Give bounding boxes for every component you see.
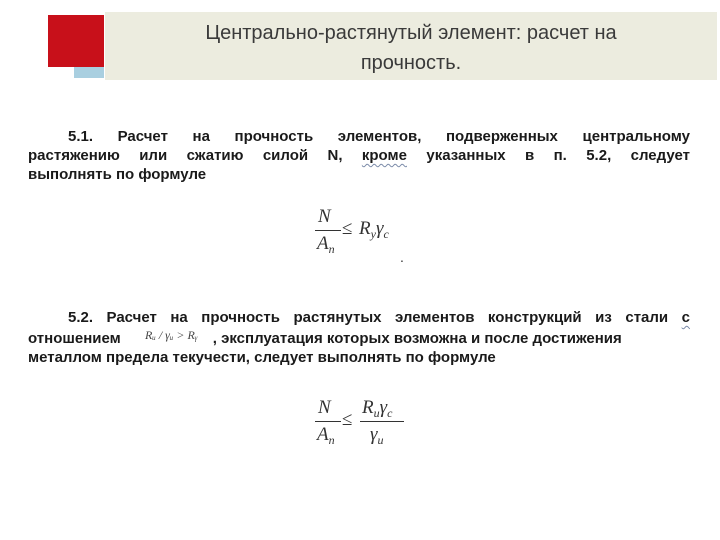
section-5-2-line-2-end: , эксплуатация которых возможна и после достижения xyxy=(212,330,622,347)
section-5-2-text xyxy=(28,308,690,367)
formula-5-1-period: . xyxy=(400,249,404,265)
section-5-1-spellcheck-word: кроме xyxy=(361,147,407,164)
slide-title-line-2: прочность. xyxy=(360,52,462,74)
slide-title-line-1: Центрально-растянутый элемент: расчет на xyxy=(205,22,617,44)
section-5-2-line-1-start: 5.2. Расчет на прочность растянутых элементов конструкций из стали xyxy=(68,309,682,326)
formula-5-2-rhs-fraction-bar xyxy=(360,421,404,422)
formula-5-2-gamma: γ xyxy=(379,397,388,418)
formula-5-2-rhs-numerator xyxy=(362,398,392,423)
formula-5-1-rhs-sub: y xyxy=(370,227,376,241)
formula-5-1-rhs xyxy=(359,219,389,244)
inline-ratio-formula: Rᵤ / γᵤ > Rᵧ xyxy=(145,328,198,342)
formula-5-1-rhs-symbol: R xyxy=(359,218,371,239)
section-5-1-line-2-start: растяжению или сжатию силой N, xyxy=(28,147,362,164)
formula-5-2-rhs-symbol: R xyxy=(362,397,374,418)
formula-5-2-fraction-bar xyxy=(315,421,341,422)
section-5-2-line-2 xyxy=(28,329,690,348)
formula-5-2-rhs-sub: u xyxy=(373,406,380,420)
decorative-red-square xyxy=(48,15,104,67)
formula-5-1-relation: ≤ xyxy=(342,218,353,239)
section-5-1-line-2-end: указанных в п. 5.2, следует xyxy=(406,147,690,164)
formula-5-2-denominator xyxy=(317,425,335,450)
formula-5-1 xyxy=(312,207,422,267)
formula-5-2-numerator: N xyxy=(318,397,331,418)
formula-5-2-relation: ≤ xyxy=(342,409,353,430)
formula-5-2-denominator-symbol: A xyxy=(317,424,329,445)
section-5-1-line-1: 5.1. Расчет на прочность элементов, подверженных центральному xyxy=(68,128,690,145)
formula-5-2 xyxy=(312,398,412,458)
section-5-1-text xyxy=(28,127,690,184)
section-5-2-line-1 xyxy=(28,308,690,327)
formula-5-1-gamma-sub: c xyxy=(383,227,389,241)
section-5-2-line-2-start: отношением xyxy=(28,330,121,347)
formula-5-1-denominator-symbol: A xyxy=(317,233,329,254)
formula-5-1-numerator: N xyxy=(318,206,331,227)
formula-5-1-denominator-sub: n xyxy=(328,242,335,256)
section-5-1-line-3: выполнять по формуле xyxy=(28,166,207,183)
section-5-1-line-2 xyxy=(28,146,690,165)
formula-5-2-rhs-denominator xyxy=(370,425,384,450)
formula-5-2-gamma-sub: c xyxy=(387,406,393,420)
formula-5-2-rhs-den-sub: u xyxy=(377,433,384,447)
formula-5-2-denominator-sub: n xyxy=(328,433,335,447)
formula-5-2-rhs-den-gamma: γ xyxy=(370,424,378,445)
formula-5-1-gamma: γ xyxy=(375,218,384,239)
formula-5-1-fraction-bar xyxy=(315,230,341,231)
formula-5-1-denominator xyxy=(317,234,335,259)
section-5-2-spellcheck-word: с xyxy=(681,309,690,326)
section-5-2-line-3: металлом предела текучести, следует выполнять по формуле xyxy=(28,349,496,366)
slide-title xyxy=(105,18,717,78)
decorative-blue-bar xyxy=(74,67,104,78)
